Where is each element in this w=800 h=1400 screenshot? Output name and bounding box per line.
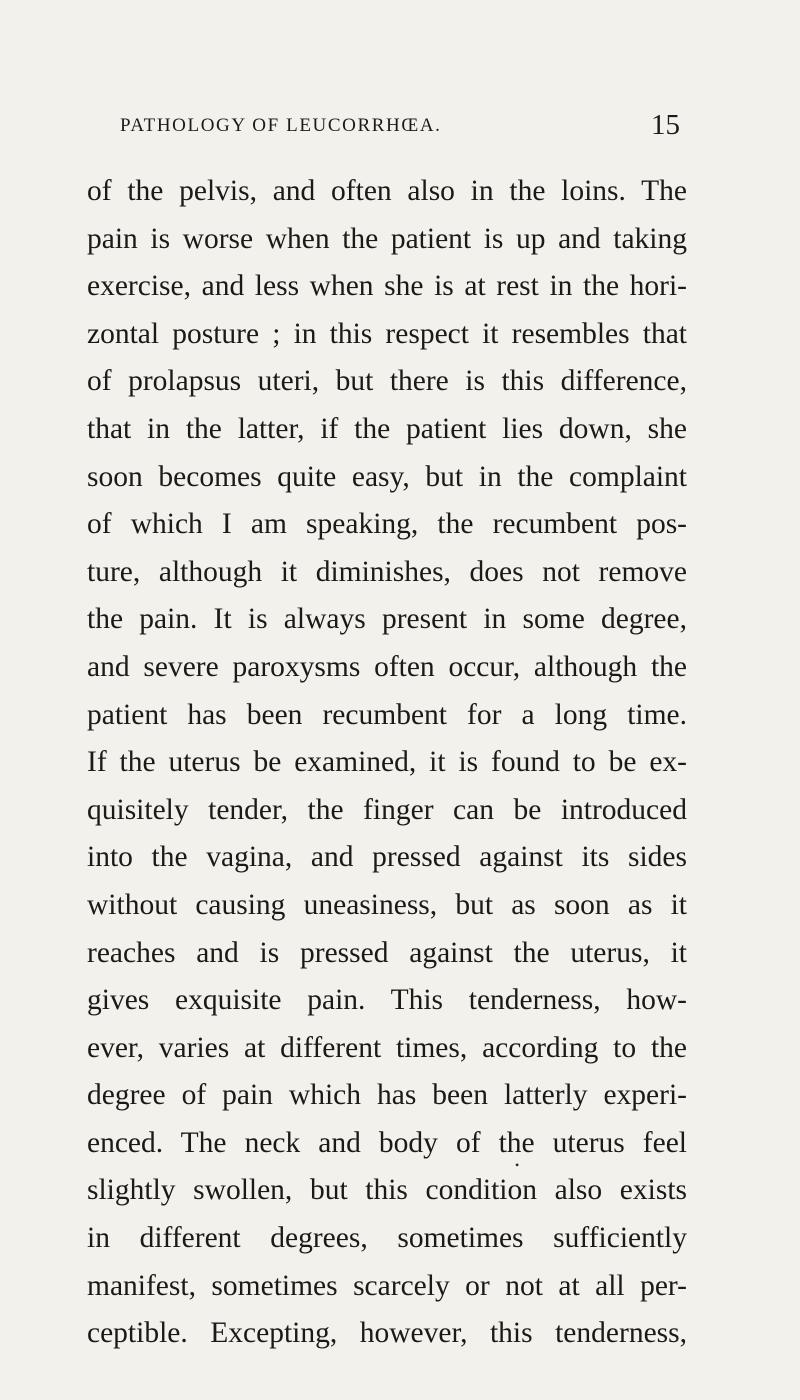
- text-line: that in the latter, if the patient lies down, she: [87, 412, 687, 445]
- text-line: patient has been recumbent for a long time.: [87, 698, 687, 731]
- text-line: ceptible. Excepting, however, this tenderness,: [87, 1317, 687, 1350]
- body-text: [87, 168, 687, 1358]
- text-line: slightly swollen, but this condition also exists: [87, 1174, 687, 1207]
- running-head: [120, 109, 680, 147]
- text-line: ever, varies at different times, according to the: [87, 1031, 687, 1064]
- text-line: soon becomes quite easy, but in the complaint: [87, 460, 687, 493]
- text-line: exercise, and less when she is at rest in the hori-: [87, 270, 687, 303]
- running-title: PATHOLOGY OF LEUCORRHŒA.: [120, 115, 442, 136]
- text-line: the pain. It is always present in some degree,: [87, 603, 687, 636]
- text-line: of prolapsus uteri, but there is this difference,: [87, 365, 687, 398]
- text-line: into the vagina, and pressed against its sides: [87, 841, 687, 874]
- text-line: zontal posture ; in this respect it resembles that: [87, 317, 687, 350]
- text-line: of the pelvis, and often also in the loins. The: [87, 175, 687, 207]
- text-line: pain is worse when the patient is up and taking: [87, 222, 687, 255]
- text-line: ture, although it diminishes, does not remove: [87, 555, 687, 588]
- text-line: and severe paroxysms often occur, although the: [87, 650, 687, 683]
- text-line: If the uterus be examined, it is found to be ex-: [87, 746, 687, 779]
- text-line: degree of pain which has been latterly experi-: [87, 1079, 687, 1112]
- page-number: 15: [651, 109, 680, 141]
- text-line: quisitely tender, the finger can be introduced: [87, 793, 687, 826]
- text-line: reaches and is pressed against the uterus, it: [87, 936, 687, 969]
- text-line: manifest, sometimes scarcely or not at all per-: [87, 1269, 687, 1302]
- text-line: gives exquisite pain. This tenderness, how-: [87, 984, 687, 1017]
- text-line: in different degrees, sometimes sufficiently: [87, 1222, 687, 1255]
- text-line: of which I am speaking, the recumbent pos-: [87, 508, 687, 541]
- text-line: without causing uneasiness, but as soon as it: [87, 888, 687, 921]
- ink-speck-mark: •: [515, 1158, 520, 1172]
- text-line: enced. The neck and body of the uterus feel: [87, 1126, 687, 1159]
